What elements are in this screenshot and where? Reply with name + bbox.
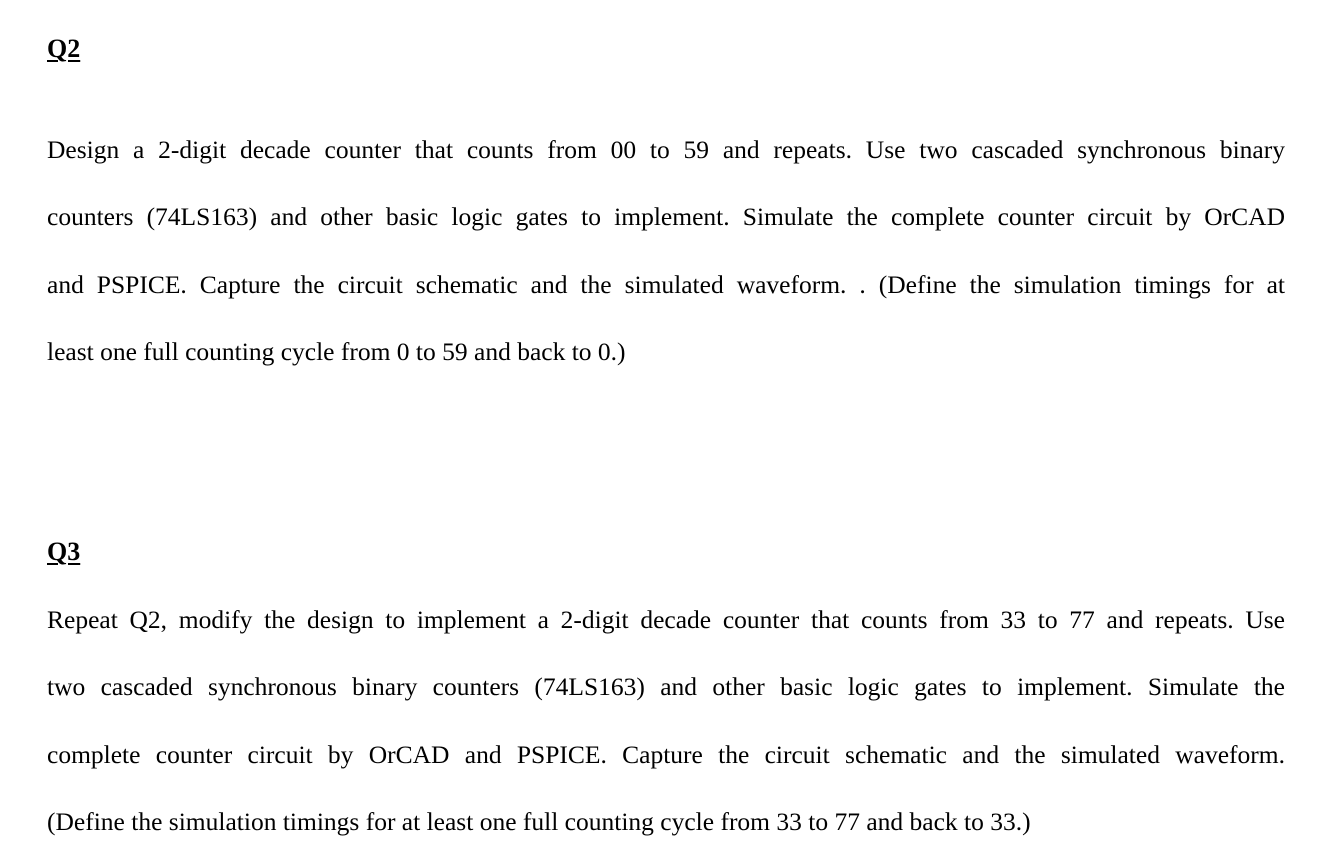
question-2-text [47,116,1285,385]
question-3-line: (Define the simulation timings for at least one full counting cycle from 33 to 77 and back to 33.) [47,806,1031,836]
question-3-text [47,586,1285,855]
question-2-heading: Q2 [47,34,81,63]
question-3-line: two cascaded synchronous binary counters (74LS163) and other basic logic gates to implement. Simulate the [47,672,1285,702]
question-2-line: and PSPICE. Capture the circuit schematic and the simulated waveform. . (Define the simulation timings for at [47,269,1285,299]
question-3-line: complete counter circuit by OrCAD and PSPICE. Capture the circuit schematic and the simulated waveform. [47,739,1285,769]
question-2-line: counters (74LS163) and other basic logic gates to implement. Simulate the complete counter circuit by OrCAD [47,202,1285,232]
question-3-line: Repeat Q2, modify the design to implement a 2-digit decade counter that counts from 33 to 77 and repeats. Use [47,605,1285,634]
question-3-heading: Q3 [47,537,81,566]
question-2-line: least one full counting cycle from 0 to 59 and back to 0.) [47,336,626,366]
question-2-line: Design a 2-digit decade counter that counts from 00 to 59 and repeats. Use two cascaded synchronous binary [47,135,1285,164]
